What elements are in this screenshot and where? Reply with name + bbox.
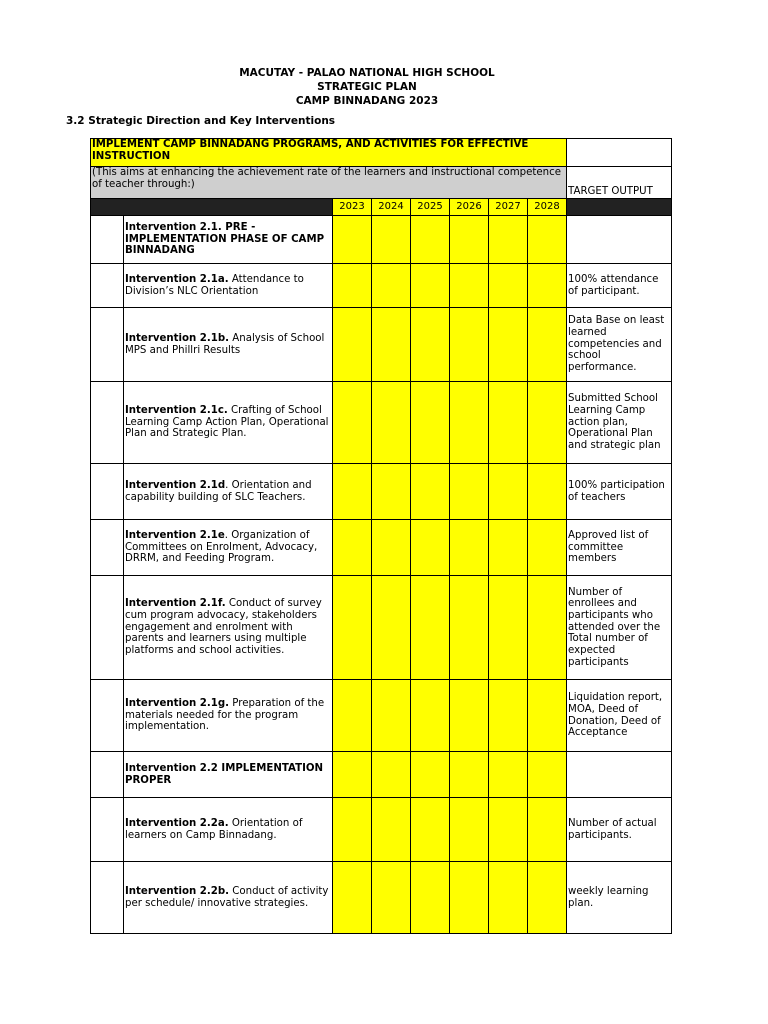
year-cell (333, 264, 372, 308)
year-header: 2028 (528, 199, 567, 216)
year-cell (528, 216, 567, 264)
year-cell (489, 798, 528, 862)
intervention-label: Intervention 2.2 IMPLEMENTATION PROPER (125, 762, 324, 786)
intervention-cell (124, 216, 333, 264)
year-cell (372, 216, 411, 264)
row-margin-cell (91, 264, 124, 308)
row-margin-cell (91, 216, 124, 264)
intervention-row (91, 382, 672, 464)
intervention-row (91, 464, 672, 520)
intervention-description: Attendance to Division’s NLC Orientation (125, 273, 304, 297)
intervention-row (91, 576, 672, 680)
intervention-description: . Orientation and capability building of SLC Teachers. (125, 479, 312, 503)
year-cell (489, 576, 528, 680)
row-margin-cell (91, 680, 124, 752)
row-margin-cell (91, 464, 124, 520)
document-header (0, 66, 734, 108)
year-cell (450, 862, 489, 934)
intervention-label: Intervention 2.1e (125, 529, 225, 541)
year-cell (333, 520, 372, 576)
main-heading-row (91, 139, 672, 167)
year-cell (372, 382, 411, 464)
year-cell (489, 752, 528, 798)
intervention-label: Intervention 2.1g. (125, 697, 230, 709)
target-output-cell: weekly learning plan. (567, 862, 672, 934)
aim-row (91, 167, 672, 199)
intervention-cell (124, 382, 333, 464)
year-header: 2026 (450, 199, 489, 216)
year-cell (489, 264, 528, 308)
dark-bar (91, 199, 333, 216)
intervention-cell (124, 308, 333, 382)
year-header-row (91, 199, 672, 216)
intervention-cell (124, 576, 333, 680)
year-cell (528, 680, 567, 752)
target-output-cell: Liquidation report, MOA, Deed of Donation, Deed of Acceptance (567, 680, 672, 752)
year-cell (450, 798, 489, 862)
document-title: STRATEGIC PLAN (317, 81, 417, 93)
year-cell (450, 752, 489, 798)
aim-text: (This aims at enhancing the achievement rate of the learners and instructional competence of teacher through:) (91, 167, 567, 199)
year-cell (333, 464, 372, 520)
year-cell (489, 216, 528, 264)
year-header: 2023 (333, 199, 372, 216)
intervention-row (91, 752, 672, 798)
row-margin-cell (91, 308, 124, 382)
intervention-label: Intervention 2.1f. (125, 598, 226, 610)
target-output-cell: Data Base on least learned competencies and school performance. (567, 308, 672, 382)
year-cell (489, 520, 528, 576)
row-margin-cell (91, 862, 124, 934)
year-cell (411, 680, 450, 752)
year-cell (372, 752, 411, 798)
year-cell (372, 862, 411, 934)
target-output-cell: Number of enrollees and participants who attended over the Total number of expected participants (567, 576, 672, 680)
year-cell (489, 862, 528, 934)
year-cell (528, 264, 567, 308)
row-margin-cell (91, 752, 124, 798)
year-cell (528, 520, 567, 576)
year-header: 2024 (372, 199, 411, 216)
year-cell (450, 216, 489, 264)
year-cell (489, 308, 528, 382)
year-cell (333, 382, 372, 464)
year-cell (372, 308, 411, 382)
year-cell (372, 576, 411, 680)
year-cell (372, 798, 411, 862)
intervention-cell (124, 862, 333, 934)
year-cell (411, 798, 450, 862)
year-cell (489, 464, 528, 520)
year-cell (372, 464, 411, 520)
year-cell (489, 382, 528, 464)
intervention-row (91, 680, 672, 752)
row-margin-cell (91, 382, 124, 464)
dark-bar-end (567, 199, 672, 216)
intervention-row (91, 308, 672, 382)
row-margin-cell (91, 576, 124, 680)
year-cell (528, 576, 567, 680)
document-subtitle: CAMP BINNADANG 2023 (295, 95, 439, 107)
target-output-cell: Submitted School Learning Camp action plan, Operational Plan and strategic plan (567, 382, 672, 464)
year-cell (333, 216, 372, 264)
intervention-label: Intervention 2.1d (125, 479, 226, 491)
intervention-cell (124, 264, 333, 308)
intervention-label: Intervention 2.1. PRE - IMPLEMENTATION PHASE OF CAMP BINNADANG (125, 221, 325, 257)
intervention-row (91, 520, 672, 576)
intervention-description: Preparation of the materials needed for the program implementation. (125, 697, 325, 733)
intervention-cell (124, 680, 333, 752)
target-output-cell: 100% attendance of participant. (567, 264, 672, 308)
year-cell (333, 576, 372, 680)
target-output-cell (567, 752, 672, 798)
year-cell (450, 308, 489, 382)
year-cell (450, 382, 489, 464)
row-margin-cell (91, 520, 124, 576)
year-cell (372, 264, 411, 308)
target-output-cell: 100% participation of teachers (567, 464, 672, 520)
intervention-cell (124, 752, 333, 798)
year-cell (333, 798, 372, 862)
intervention-cell (124, 520, 333, 576)
intervention-label: Intervention 2.1c. (125, 404, 228, 416)
intervention-description: Orientation of learners on Camp Binnadang. (125, 817, 303, 841)
year-cell (528, 382, 567, 464)
year-cell (411, 576, 450, 680)
target-output-cell: Number of actual participants. (567, 798, 672, 862)
year-cell (411, 216, 450, 264)
year-cell (411, 752, 450, 798)
intervention-description: Analysis of School MPS and Phillri Results (125, 332, 325, 356)
intervention-row (91, 216, 672, 264)
year-cell (372, 680, 411, 752)
year-cell (528, 798, 567, 862)
year-cell (333, 862, 372, 934)
year-cell (372, 520, 411, 576)
year-cell (411, 308, 450, 382)
intervention-label: Intervention 2.1b. (125, 332, 230, 344)
year-cell (333, 752, 372, 798)
year-cell (489, 680, 528, 752)
year-cell (411, 264, 450, 308)
year-header: 2027 (489, 199, 528, 216)
year-cell (450, 464, 489, 520)
intervention-cell (124, 798, 333, 862)
intervention-description: Crafting of School Learning Camp Action Plan, Operational Plan and Strategic Plan. (125, 404, 329, 440)
interventions-table (90, 138, 672, 934)
intervention-description: Conduct of activity per schedule/ innovative strategies. (125, 885, 329, 909)
year-cell (528, 464, 567, 520)
intervention-label: Intervention 2.2b. (125, 885, 230, 897)
intervention-row (91, 862, 672, 934)
intervention-row (91, 264, 672, 308)
intervention-row (91, 798, 672, 862)
target-output-header: TARGET OUTPUT (567, 167, 672, 199)
year-cell (411, 862, 450, 934)
year-cell (450, 264, 489, 308)
year-cell (450, 576, 489, 680)
year-cell (528, 752, 567, 798)
year-cell (450, 680, 489, 752)
section-title: 3.2 Strategic Direction and Key Interventions (66, 115, 336, 127)
target-output-cell (567, 216, 672, 264)
intervention-label: Intervention 2.2a. (125, 817, 229, 829)
intervention-label: Intervention 2.1a. (125, 273, 229, 285)
year-cell (411, 520, 450, 576)
year-cell (528, 862, 567, 934)
year-cell (333, 308, 372, 382)
main-heading: IMPLEMENT CAMP BINNADANG PROGRAMS, AND ACTIVITIES FOR EFFECTIVE INSTRUCTION (91, 139, 567, 167)
year-cell (450, 520, 489, 576)
school-name: MACUTAY - PALAO NATIONAL HIGH SCHOOL (239, 67, 495, 79)
year-cell (333, 680, 372, 752)
target-output-cell: Approved list of committee members (567, 520, 672, 576)
main-heading-blank (567, 139, 672, 167)
intervention-description: . Organization of Committees on Enrolment, Advocacy, DRRM, and Feeding Program. (125, 529, 318, 565)
intervention-cell (124, 464, 333, 520)
year-header: 2025 (411, 199, 450, 216)
year-cell (528, 308, 567, 382)
intervention-description: Conduct of survey cum program advocacy, stakeholders engagement and enrolment with parents and learners using multiple platforms and school activities. (125, 598, 322, 657)
year-cell (411, 464, 450, 520)
year-cell (411, 382, 450, 464)
row-margin-cell (91, 798, 124, 862)
